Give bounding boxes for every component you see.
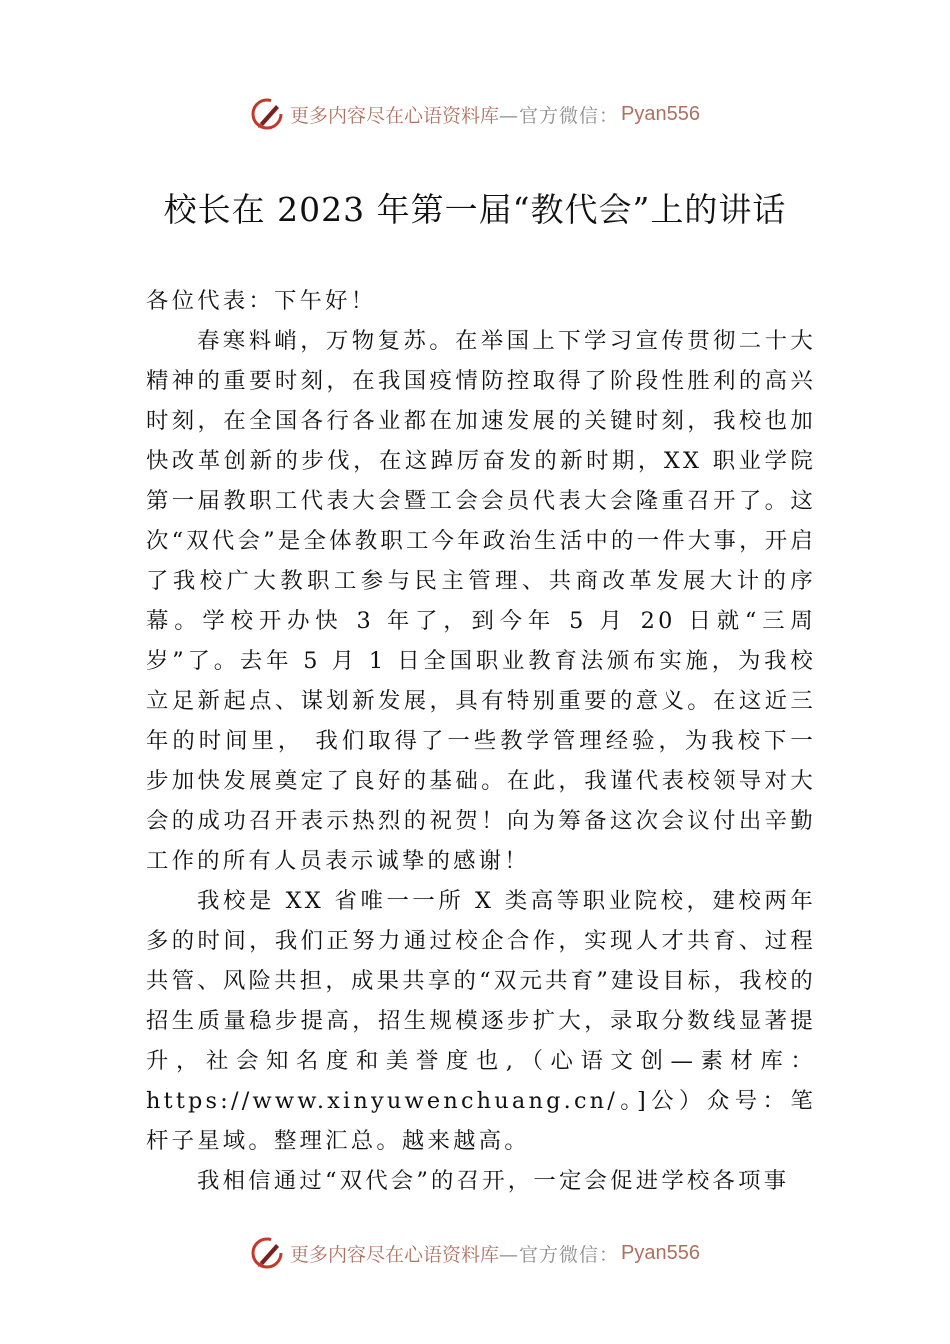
watermark-text-secondary: —官方微信： [499,1243,620,1266]
document-title: 校长在 2023 年第一届“教代会”上的讲话 [163,190,787,229]
paragraph-3: 我相信通过“双代会”的召开，一定会促进学校各项事 [197,1168,790,1194]
watermark-wechat-id: Pyan556 [621,102,700,125]
document-body [146,281,816,1201]
greeting: 各位代表：下午好！ [146,288,377,314]
pen-circle-logo-icon [250,1235,286,1271]
paragraph-2: 我校是 XX 省唯一一所 X 类高等职业院校，建校两年多的时间，我们正努力通过校企合作，实现人才共育、过程共管、风险共担，成果共享的“双元共育”建设目标，我校的招生质量稳步提高，招生规模逐步扩大，录取分数线显著提升，社会知名度和美誉度也,（心语文创—素材库：https://www.xinyuwenchuang.cn/。]公）众号：笔杆子星域。整理汇总。越来越高。 [146,888,816,1154]
watermark-banner-bottom [0,1231,950,1275]
watermark-wechat-id: Pyan556 [621,1241,700,1264]
watermark-text-primary: 更多内容尽在心语资料库 [290,104,500,127]
watermark-text-primary: 更多内容尽在心语资料库 [290,1243,500,1266]
watermark-banner-top [0,92,950,136]
pen-circle-logo-icon [250,96,286,132]
paragraph-1: 春寒料峭，万物复苏。在举国上下学习宣传贯彻二十大精神的重要时刻，在我国疫情防控取得了阶段性胜利的高兴时刻，在全国各行各业都在加速发展的关键时刻，我校也加快改革创新的步伐，在这踔厉奋发的新时期，XX 职业学院第一届教职工代表大会暨工会会员代表大会隆重召开了。这次“双代会”是全体教职工今年政治生活中的一件大事，开启了我校广大教职工参与民主管理、共商改革发展大计的序幕。学校开办快 3 年了，到今年 5 月 20 日就“三周岁”了。去年 5 月 1 日全国职业教育法颁布实施，为我校立足新起点、谋划新发展，具有特别重要的意义。在这近三年的时间里， 我们取得了一些教学管理经验，为我校下一步加快发展奠定了良好的基础。在此，我谨代表校领导对大会的成功召开表示热烈的祝贺！向为筹备这次会议付出辛勤工作的所有人员表示诚挚的感谢！ [146,328,816,874]
watermark-text-secondary: —官方微信： [499,104,620,127]
